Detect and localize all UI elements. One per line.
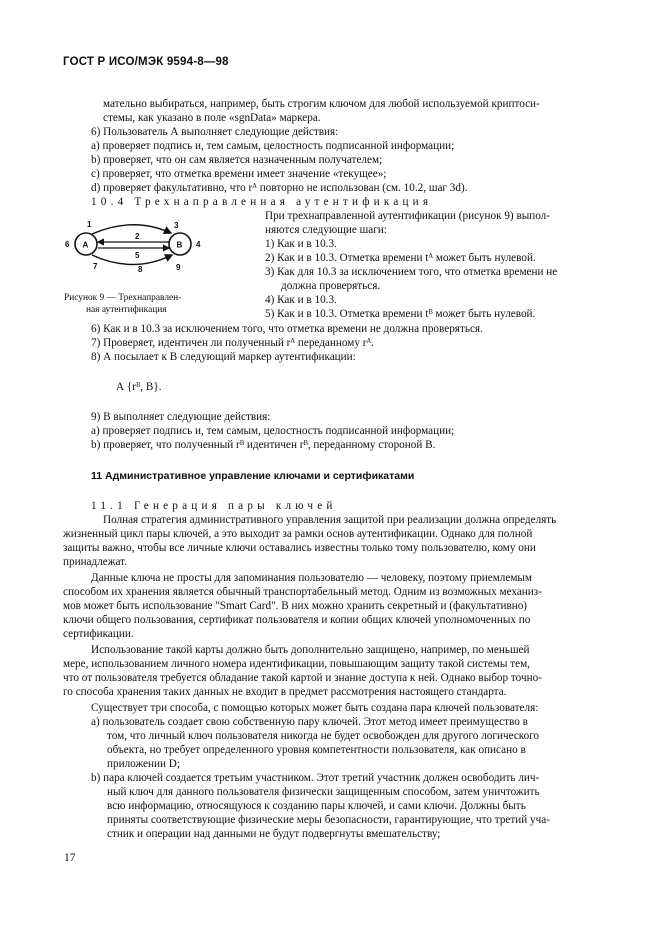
label-6: 6	[65, 240, 70, 249]
list-item: ный ключ для данного пользователя физически защищенным способом, затем уничтожить	[107, 786, 540, 798]
step-line: 1) Как и в 10.3.	[265, 238, 337, 250]
section-heading-11: 11 Административное управление ключами и сертификатами	[91, 470, 415, 482]
list-item: объекта, но требует определенного уровня компетентности пользователя, как описано в	[107, 744, 526, 756]
text-line: защиты важно, чтобы все личные ключи оставались известны только тому пользователю, кому они	[63, 542, 536, 554]
step-line: должна проверяться.	[281, 280, 381, 292]
label-9: 9	[176, 263, 181, 272]
text-line: мательно выбираться, например, быть строгим ключом для любой используемой криптоси-	[103, 98, 540, 110]
text-line: 6) Пользователь А выполняет следующие действия:	[91, 126, 339, 138]
text-line: принадлежат.	[63, 556, 128, 568]
text-line: Использование такой карты должно быть дополнительно защищено, например, по меньшей	[91, 644, 530, 656]
text-line: стемы, как указано в поле «sgnData» маркера.	[103, 112, 321, 124]
list-item: том, что личный ключ пользователя никогда не будет освобожден для другого логического	[107, 730, 540, 742]
text-line: мов может быть использование "Smart Card". В них можно хранить секретный и (факультативно)	[63, 600, 528, 612]
text-line: а) проверяет подпись и, тем самым, целостность подписанной информации;	[91, 425, 455, 437]
label-2: 2	[135, 232, 140, 241]
step-line: 4) Как и в 10.3.	[265, 294, 337, 306]
text-line: ключи общего пользования, сертификат пользователя и копии общих ключей уполномоченных по	[63, 614, 531, 626]
label-4: 4	[196, 240, 201, 249]
text-line: d) проверяет факультативно, что rᴬ повторно не использован (см. 10.2, шаг 3d).	[91, 182, 468, 194]
step-line: 8) А посылает к В следующий маркер аутентификации:	[91, 351, 356, 363]
label-7: 7	[93, 262, 98, 271]
figure-caption-line-1: Рисунок 9 — Трехнаправлен-	[64, 293, 182, 303]
text-line: с) проверяет, что отметка времени имеет значение «текущее»;	[91, 168, 387, 180]
label-5: 5	[135, 251, 140, 260]
arrow-8	[92, 255, 172, 265]
text-line: Данные ключа не просты для запоминания пользователю — человеку, поэтому приемлемым	[91, 572, 533, 584]
step-line: 3) Как для 10.3 за исключением того, что отметка времени не	[265, 266, 558, 278]
list-item: а) пользователь создает свою собственную пару ключей. Этот метод имеет преимущество в	[91, 716, 528, 728]
text-line: что от пользователя требуется обладание такой картой и знание доступа к ней. Однако выбор точно-	[63, 672, 542, 684]
list-item: всю информацию, относящуюся к созданию пары ключей, и сами ключи. Должны быть	[107, 800, 526, 812]
step-line: 2) Как и в 10.3. Отметка времени tᴬ может быть нулевой.	[265, 252, 536, 264]
step-line: 9) В выполняет следующие действия:	[91, 411, 271, 423]
text-line: няются следующие шаги:	[265, 224, 387, 236]
step-line: 7) Проверяет, идентичен ли полученный rᴬ переданному rᴬ.	[91, 337, 374, 349]
list-item: приняты соответствующие физические меры безопасности, гарантирующие, что третий уча-	[107, 814, 550, 826]
text-line: способом их хранения является обычный транспортабельный метод. Одним из возможных механиз-	[63, 586, 542, 598]
label-8: 8	[138, 265, 143, 274]
page-number: 17	[64, 852, 76, 864]
auth-token: А {rᴮ, В}.	[116, 381, 162, 393]
text-line: Полная стратегия административного управления защитой при реализации должна определять	[103, 514, 557, 526]
section-heading-10-4: 10.4 Трехнаправленная аутентификация	[91, 196, 433, 208]
text-line: а) проверяет подпись и, тем самым, целостность подписанной информации;	[91, 140, 455, 152]
text-line: b) проверяет, что полученный rᴮ идентичен rᴮ, переданному стороной В.	[91, 439, 436, 451]
text-line: жизненный цикл пары ключей, а это выходит за рамки основ аутентификации. Однако для полной	[63, 528, 533, 540]
document-header: ГОСТ Р ИСО/МЭК 9594-8—98	[63, 56, 229, 68]
text-line: При трехнаправленной аутентификации (рисунок 9) выпол-	[265, 210, 550, 222]
step-line: 6) Как и в 10.3 за исключением того, что отметка времени не должна проверяться.	[91, 323, 483, 335]
text-line: b) проверяет, что он сам является назначенным получателем;	[91, 154, 383, 166]
figure-caption-line-2: ная аутентификация	[86, 305, 167, 315]
section-heading-11-1: 11.1 Генерация пары ключей	[91, 500, 337, 512]
text-line: мере, использованием личного номера идентификации, повышающим защиту такой системы тем,	[63, 658, 530, 670]
three-way-auth-diagram	[58, 218, 218, 280]
list-item: стник и операции над данными не будут подвергнуты вмешательству;	[107, 828, 441, 840]
node-a-label: A	[82, 240, 89, 250]
text-line: сертификации.	[63, 628, 134, 640]
list-item: b) пара ключей создается третьим участником. Этот третий участник должен освободить лич-	[91, 772, 540, 784]
arrow-1	[92, 225, 171, 234]
node-b-label: B	[176, 240, 183, 250]
label-1: 1	[87, 220, 92, 229]
list-item: приложении D;	[107, 758, 180, 770]
step-line: 5) Как и в 10.3. Отметка времени tᴮ может быть нулевой.	[265, 308, 536, 320]
text-line: Существует три способа, с помощью которых может быть создана пара ключей пользователя:	[91, 702, 539, 714]
label-3: 3	[174, 221, 179, 230]
text-line: го способа хранения таких данных не входит в предмет рассмотрения настоящего стандарта.	[63, 686, 507, 698]
